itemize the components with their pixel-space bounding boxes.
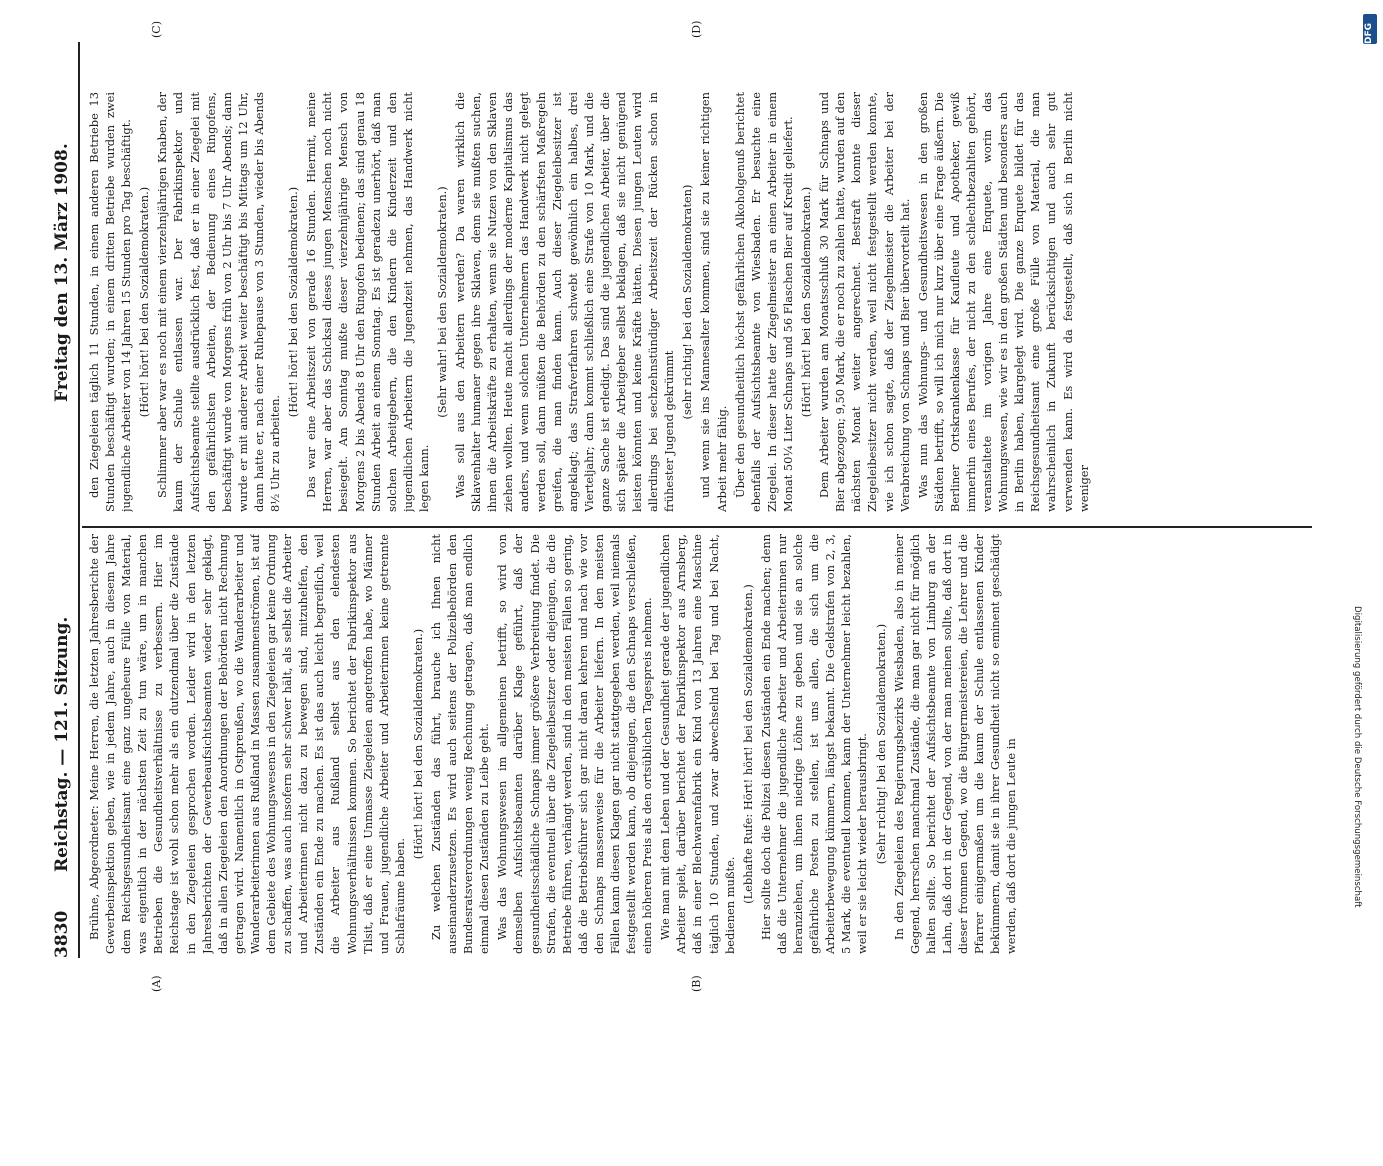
margin-marker-b: (B) — [690, 975, 703, 992]
dfg-logo — [1363, 14, 1377, 44]
paragraph: Brühne, Abgeordneter: Meine Herren, die letzten Jahresberichte der Gewerbeinspektion geben, wie in jedem Jahre, auch in diesem Jahre dem Reichsgesundheitsamt eine ganz ungeheure Fülle von Material, was eigentlich in der nächsten Zeit zu tun wäre, um in manchen Betrieben die Gesundheitsverhältnisse zu verbessern. Hier im Reichstage ist wohl schon mehr als ein dutzendmal über die Zustände in den Ziegeleien gesprochen worden. Leider wird in den letzten Jahresberichten der Gewerbeaufsichtsbeamten wieder sehr geklagt, daß in allen Ziegeleien den Anordnungen der Behörden nicht Rechnung getragen wird. Namentlich in Ostpreußen, wo die Wanderarbeiter und Wanderarbeiterinnen aus Rußland in Massen zusammenströmen, ist auf dem Gebiete des Wohnungswesens in den Ziegeleien gar keine Ordnung zu schaffen, was auch insofern sehr schwer hält, als selbst die Arbeiter und Arbeiterinnen nicht dazu zu bewegen sind, mitzuhelfen, den Zuständen ein Ende zu machen. Es ist das auch leicht begreiflich, weil die Arbeiter aus Rußland selbst aus den elendesten Wohnungsverhältnissen kommen. So berichtet der Fabrikinspektor aus Tilsit, daß er eine Unmasse Ziegeleien angetroffen habe, wo Männer und Frauen, jugendliche Arbeiter und Arbeiterinnen keine getrennte Schlafräume haben. — [87, 534, 407, 954]
interjection: (sehr richtig! bei den Sozialdemokraten) — [680, 184, 695, 420]
paragraph: und wenn sie ins Mannesalter kommen, sind sie zu keiner richtigen Arbeit mehr fähig. — [698, 92, 729, 512]
session-date: Freitag den 13. März 1908. — [52, 143, 72, 402]
paragraph: Zu welchen Zuständen das führt, brauche ich Ihnen nicht auseinanderzusetzen. Es wird auch seitens der Polizeibehörden den Bundesratsverordnungen wenig Rechnung getragen, daß man endlich einmal diesen Zuständen zu Leibe geht. — [428, 534, 492, 954]
paragraph: In den Ziegeleien des Regierungsbezirks Wiesbaden, also in meiner Gegend, herrschen manchmal Zustände, die man gar nicht für möglich halten sollte. So berichtet der Aufsichtsbeamte von Limburg an der Lahn, daß dort in der Gegend, von der man meinen sollte, daß dort in dieser frommen Gegend, wo die Bürgermeistereien, die Lehrer und die Pfarrer einigermaßen um die kaum der Schule entlassenen Kinder bekümmern, damit sie in ihrer Gesundheit nicht so eminent geschädigt werden, daß dort die jungen Leute in — [891, 534, 1019, 954]
paragraph: Schlimmer aber war es noch mit einem vierzehnjährigen Knaben, der kaum der Schule entlassen war. Der Fabrikinspektor und Aufsichtsbeamte stellte ausdrücklich fest, daß er in einer Ziegelei mit den gefährlichsten Arbeiten, der Bedienung eines Ringofens, beschäftigt wurde von Morgens früh von 2 Uhr bis 7 Uhr Abends; dann wurde er mit anderer Arbeit weiter beschäftigt bis Mittags um 12 Uhr, dann hatte er, nach einer Ruhepause von 3 Stunden, wieder bis Abends 8½ Uhr zu arbeiten. — [155, 92, 283, 512]
margin-marker-d: (D) — [690, 20, 703, 38]
paragraph: Was soll aus den Arbeitern werden? Da waren wirklich die Sklavenhalter humaner gegen ihre Sklaven, denn sie mußten suchen, ihnen die Arbeitskräfte zu erhalten, wenn sie Nutzen von den Sklaven ziehen wollten. Heute macht allerdings der moderne Kapitalismus das anders, und wenn solchen Unternehmern das Handwerk nicht gelegt werden soll, dann müßten die Behörden zu den schärfsten Maßregeln greifen, die man finden kann. Auch dieser Ziegeleibesitzer ist angeklagt; das Strafverfahren schwebt gewöhnlich ein halbes, drei Vierteljahr; dann kommt schließlich eine Strafe von 10 Mark, und die ganze Sache ist erledigt. Das sind die jugendlichen Arbeiter, über die sich später die Arbeitgeber selbst beklagen, daß sie nicht genügend leisten könnten und keine Kräfte hätten. Diesen jungen Leuten wird allerdings bei sechzehnstündiger Arbeitszeit der Rücken schon in frühester Jugend gekrümmt — [453, 92, 677, 512]
interjection: (Hört! hört! bei den Sozialdemokraten.) — [286, 186, 301, 418]
paragraph: Dem Arbeiter wurden am Monatsschluß 30 Mark für Schnaps und Bier abgezogen; 9,50 Mark, die er noch zu zahlen hatte, wurden auf den nächsten Monat weiter angerechnet. Bestraft konnte dieser Ziegeleibesitzer nicht werden, weil nicht festgestellt werden konnte, wie ich schon sagte, daß der Ziegelmeister die Arbeiter bei der Verabreichung von Schnaps und Bier übervorteilt hat. — [817, 92, 912, 512]
paragraph: Über den gesundheitlich höchst gefährlichen Alkoholgenuß berichtet ebenfalls der Aufsichtsbeamte von Wiesbaden. Er besuchte eine Ziegelei. In dieser hatte der Ziegelmeister an einen Arbeiter in einem Monat 50¼ Liter Schnaps und 56 Flaschen Bier auf Kredit geliefert. — [732, 92, 795, 512]
left-text-column — [86, 534, 1306, 954]
paragraph: Was nun das Wohnungs- und Gesundheitswesen in den großen Städten betrifft, so will ich mich nur kurz über eine Frage äußern. Die Berliner Ortskrankenkasse für Kaufleute und Apotheker, gewiß immerhin eines Berufes, der nicht zu den schlechtbezahlten gehört, veranstaltete im vorigen Jahre eine Enquete, worin das Wohnungswesen, wie wir es in den großen Städten und besonders auch in Berlin haben, klargelegt wird. Die ganze Enquete bildet für das Reichsgesundheitsamt eine große Fülle von Material, die man wahrscheinlich in Zukunft berücksichtigen und auch sehr gut verwenden kann. Es wird da festgestellt, daß sich in Berlin nicht weniger — [915, 92, 1091, 512]
interjection: (Sehr wahr! bei den Sozialdemokraten.) — [434, 186, 449, 418]
sitting-title: Reichstag. — 121. Sitzung. — [52, 616, 72, 872]
page-header — [52, 58, 76, 958]
paragraph: Wie man mit dem Leben und der Gesundheit gerade der jugendlichen Arbeiter spielt, darüber berichtet der Fabrikinspektor aus Arnsberg, daß in einer Blechwarenfabrik ein Kind von 13 Jahren eine Maschine täglich 10 Stunden, und zwar abwechselnd bei Tag und bei Nacht, bedienen mußte. — [658, 534, 737, 954]
interjection: (Hört! hört! bei den Sozialdemokraten.) — [137, 186, 152, 418]
column-divider — [82, 526, 1312, 528]
interjection: (Hört! hört! bei den Sozialdemokraten.) — [410, 628, 425, 860]
paragraph: Hier sollte doch die Polizei diesen Zuständen ein Ende machen; denn daß die Unternehmer die jugendliche Arbeiter und Arbeiterinnen nur heranziehen, um ihnen niedrige Löhne zu geben und sie an solche gefährliche Posten zu stellen, ist uns allen, die sich um die Arbeiterbewegung kümmern, längst bekannt. Die Geldstrafen von 2, 3, 5 Mark, die eventuell kommen, kann der Unternehmer leicht bezahlen, weil er sie leicht wieder herausbringt. — [758, 534, 870, 954]
margin-marker-c: (C) — [150, 21, 163, 38]
digitization-credit: Digitalisierung gefördert durch die Deutsche Forschungsgemeinschaft — [1352, 606, 1362, 908]
interjection: (Hört! hört! bei den Sozialdemokraten.) — [799, 186, 814, 418]
dfg-credit-strip — [1352, 6, 1382, 996]
page-number: 3830 — [52, 910, 72, 958]
paragraph: Das war eine Arbeitszeit von gerade 16 Stunden. Hiermit, meine Herren, war aber das Schicksal dieses jungen Menschen noch nicht besiegelt. Am Sonntag mußte dieser vierzehnjährige Mensch von Morgens 2 bis Abends 8 Uhr den Ringofen bedienen; das sind genau 18 Stunden Arbeit an einem Sonntag. Es ist geradezu unerhört, daß man solchen Arbeitgebern, die den Kindern die Kinderzeit und den jugendlichen Arbeitern die Jugendzeit nehmen, das Handwerk nicht legen kann. — [304, 92, 431, 512]
dfg-logo-text: DFG — [1364, 22, 1374, 44]
header-rule — [78, 42, 80, 958]
interjection: (Sehr richtig! bei den Sozialdemokraten.) — [873, 623, 888, 865]
paragraph: Was das Wohnungswesen im allgemeinen betrifft, so wird von demselben Aufsichtsbeamten darüber Klage geführt, daß der gesundheitsschädliche Schnaps immer größere Verbreitung findet. Die Strafen, die eventuell über die Ziegeleibesitzer oder diejenigen, die die Betriebe führen, verhängt werden, sind in den meisten Fällen so gering, daß die Betriebsführer sich gar nicht daran kehren und nach wie vor den Schnaps massenweise für die Arbeiter liefern. In den meisten Fällen kann diesen Klagen gar nicht stattgegeben werden, weil niemals festgestellt werden kann, ob diejenigen, die den Schnaps verschleißen, einen höheren Preis als den ortsüblichen Tagespreis nehmen. — [495, 534, 655, 954]
paragraph: den Ziegeleien täglich 11 Stunden, in einem anderen Betriebe 13 Stunden beschäftigt wurden; in einem dritten Betriebe wurden zwei jugendliche Arbeiter von 14 Jahren 15 Stunden pro Tag beschäftigt. — [87, 92, 134, 512]
margin-marker-a: (A) — [150, 975, 163, 992]
right-text-column — [86, 92, 1306, 512]
interjection: (Lebhafte Rufe: Hört! hört! bei den Sozialdemokraten.) — [740, 584, 755, 904]
